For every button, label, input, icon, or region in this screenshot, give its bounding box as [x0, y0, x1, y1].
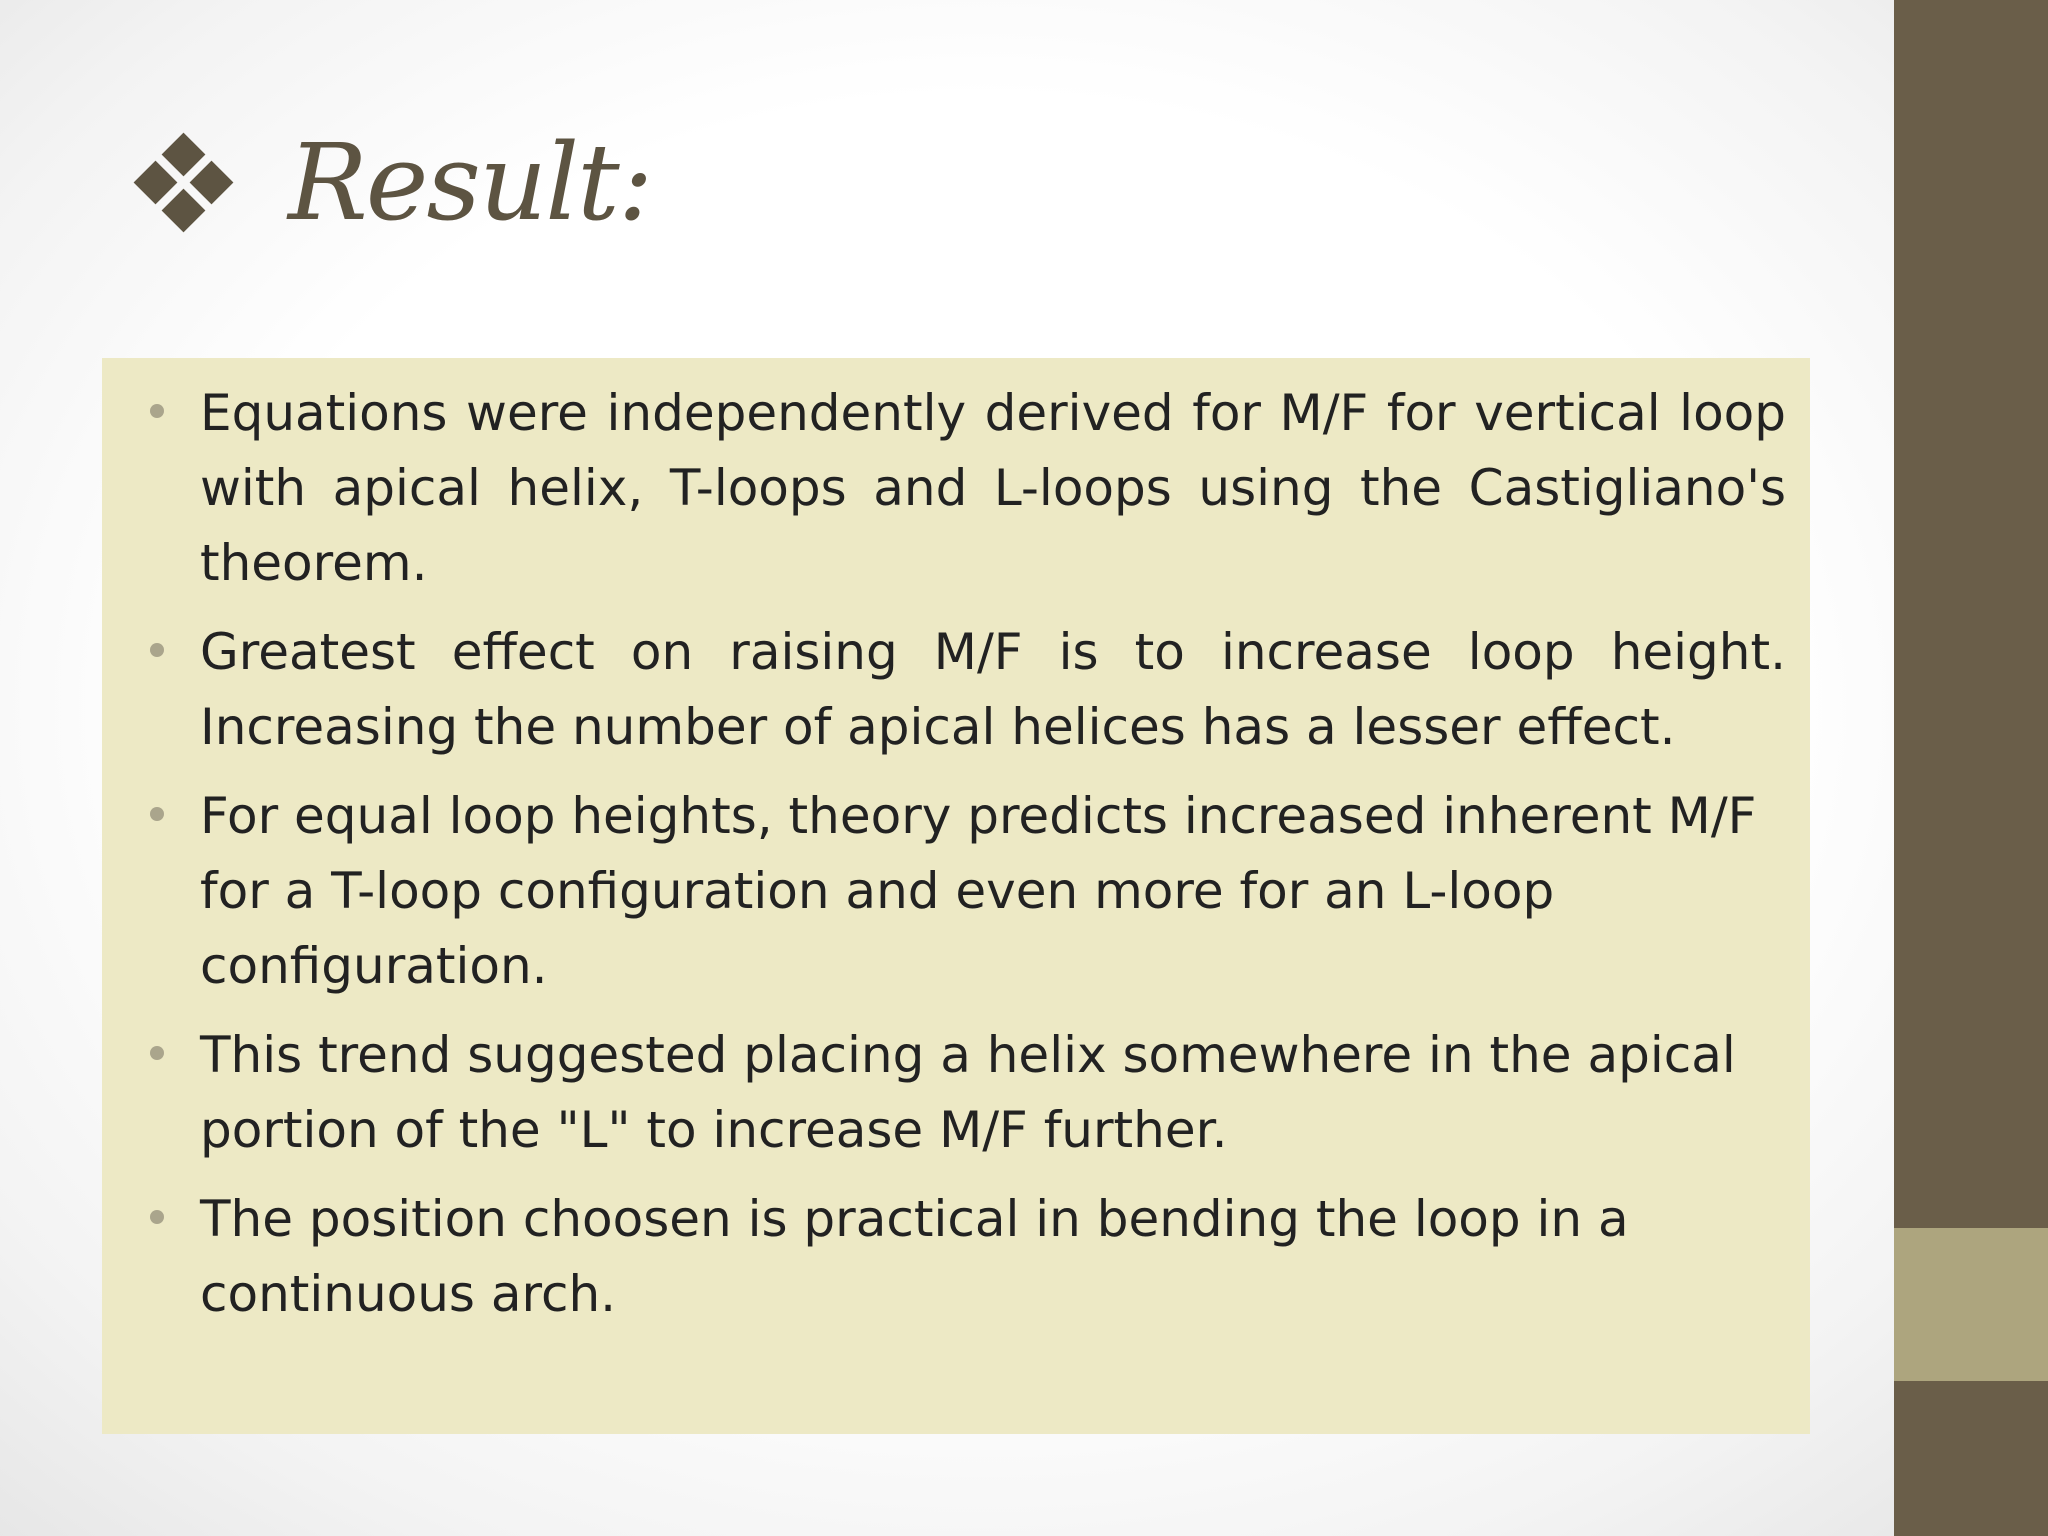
- bullet-item: [200, 615, 1786, 765]
- slide-title: Result:: [288, 121, 652, 244]
- bullet-list: [200, 376, 1786, 1332]
- bullet-item: [200, 1018, 1786, 1168]
- content-box: [102, 358, 1810, 1434]
- four-diamond-icon: [134, 133, 234, 233]
- bullet-text: This trend suggested placing a helix somewhere in the apical portion of the "L" to increase M/F further.: [200, 1026, 1736, 1159]
- right-sidebar-accent: [1894, 1228, 2048, 1381]
- dot-icon: [150, 1046, 164, 1060]
- dot-icon: [150, 807, 164, 821]
- bullet-text: For equal loop heights, theory predicts increased inherent M/F for a T-loop configuration and even more for an L-loop configuration.: [200, 787, 1757, 995]
- dot-icon: [150, 643, 164, 657]
- bullet-text: Greatest effect on raising M/F is to increase loop height. Increasing the number of apical helices has a lesser effect.: [200, 623, 1786, 756]
- dot-icon: [150, 404, 164, 418]
- bullet-item: [200, 779, 1786, 1004]
- dot-icon: [150, 1210, 164, 1224]
- bullet-item: [200, 1182, 1786, 1332]
- bullet-text: The position choosen is practical in bending the loop in a continuous arch.: [200, 1190, 1629, 1323]
- bullet-item: [200, 376, 1786, 601]
- title-row: [134, 108, 651, 258]
- bullet-text: Equations were independently derived for M/F for vertical loop with apical helix, T-loops and L-loops using the Castigliano's theorem.: [200, 384, 1786, 592]
